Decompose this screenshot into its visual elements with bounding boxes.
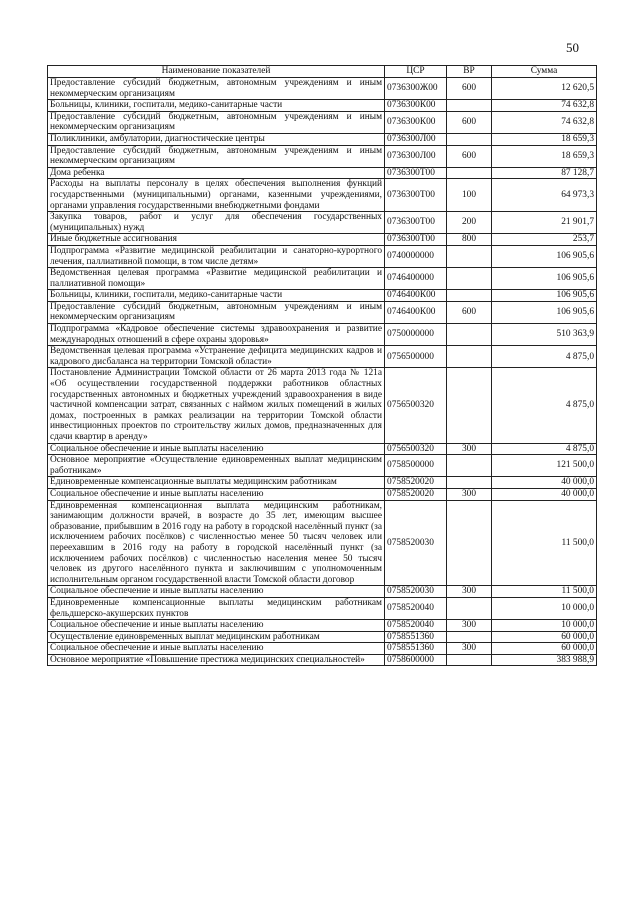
cell-vr xyxy=(447,100,492,112)
cell-vr xyxy=(447,133,492,145)
cell-name: Закупка товаров, работ и услуг для обеспечения государственных (муниципальных) нужд xyxy=(48,212,385,234)
cell-vr: 800 xyxy=(447,234,492,246)
cell-name: Подпрограмма «Кадровое обеспечение системы здравоохранения и развитие международных отношений в сфере охраны здоровья» xyxy=(48,324,385,346)
cell-vr xyxy=(447,597,492,619)
cell-code: 0736300Ж00 xyxy=(385,78,447,100)
cell-vr: 300 xyxy=(447,443,492,455)
cell-vr xyxy=(447,368,492,443)
table-row xyxy=(48,111,597,133)
cell-name: Социальное обеспечение и иные выплаты населению xyxy=(48,620,385,632)
cell-vr xyxy=(447,654,492,666)
cell-vr: 300 xyxy=(447,620,492,632)
cell-sum: 253,7 xyxy=(492,234,597,246)
cell-vr: 600 xyxy=(447,301,492,323)
cell-name: Основное мероприятие «Осуществление единовременных выплат медицинским работникам» xyxy=(48,455,385,477)
table-row xyxy=(48,620,597,632)
table-row xyxy=(48,455,597,477)
cell-code: 0736300К00 xyxy=(385,100,447,112)
cell-code: 0736300К00 xyxy=(385,111,447,133)
cell-code: 0758520020 xyxy=(385,488,447,500)
header-name: Наименование показателей xyxy=(48,66,385,78)
cell-sum: 18 659,3 xyxy=(492,133,597,145)
cell-name: Постановление Администрации Томской области от 26 марта 2013 года № 121а «Об осуществлении государственной поддержки работников областных государственных автономных и бюджетных учреждений здравоохранения в виде частичной компенсации затрат, связанных с наймом жилых помещений в жилых домах, построенных в рамках реализации на территории Томской области инвестиционных проектов по строительству жилых домов, предназначенных для сдачи квартир в аренду» xyxy=(48,368,385,443)
cell-name: Социальное обеспечение и иные выплаты населению xyxy=(48,488,385,500)
cell-sum: 4 875,0 xyxy=(492,443,597,455)
cell-code: 0736300Т00 xyxy=(385,179,447,212)
cell-code: 0746400000 xyxy=(385,268,447,290)
cell-vr xyxy=(447,290,492,302)
cell-name: Социальное обеспечение и иные выплаты населению xyxy=(48,643,385,655)
cell-code: 0736300Т00 xyxy=(385,234,447,246)
cell-code: 0758500000 xyxy=(385,455,447,477)
cell-sum: 4 875,0 xyxy=(492,346,597,368)
table-row xyxy=(48,346,597,368)
cell-code: 0736300Л00 xyxy=(385,133,447,145)
cell-name: Предоставление субсидий бюджетным, автономным учреждениям и иным некоммерческим организациям xyxy=(48,78,385,100)
cell-code: 0758520020 xyxy=(385,477,447,489)
cell-code: 0758520030 xyxy=(385,586,447,598)
table-row xyxy=(48,212,597,234)
cell-vr: 300 xyxy=(447,488,492,500)
cell-vr: 600 xyxy=(447,111,492,133)
cell-vr xyxy=(447,268,492,290)
cell-sum: 60 000,0 xyxy=(492,631,597,643)
table-row xyxy=(48,654,597,666)
cell-sum: 121 500,0 xyxy=(492,455,597,477)
cell-code: 0758520040 xyxy=(385,620,447,632)
cell-vr xyxy=(447,167,492,179)
table-row xyxy=(48,100,597,112)
cell-name: Единовременные компенсационные выплаты медицинским работникам фельдшерско-акушерских пунктов xyxy=(48,597,385,619)
cell-code: 0756500320 xyxy=(385,368,447,443)
table-row xyxy=(48,324,597,346)
table-row xyxy=(48,234,597,246)
cell-sum: 10 000,0 xyxy=(492,597,597,619)
cell-code: 0746400К00 xyxy=(385,301,447,323)
cell-sum: 40 000,0 xyxy=(492,477,597,489)
header-code: ЦСР xyxy=(385,66,447,78)
cell-code: 0758551360 xyxy=(385,643,447,655)
cell-sum: 18 659,3 xyxy=(492,145,597,167)
table-row xyxy=(48,133,597,145)
cell-name: Дома ребенка xyxy=(48,167,385,179)
table-row xyxy=(48,488,597,500)
cell-code: 0736300Т00 xyxy=(385,212,447,234)
cell-vr: 300 xyxy=(447,586,492,598)
cell-sum: 383 988,9 xyxy=(492,654,597,666)
table-row xyxy=(48,500,597,586)
table-row xyxy=(48,643,597,655)
cell-sum: 74 632,8 xyxy=(492,100,597,112)
cell-code: 0736300Т00 xyxy=(385,167,447,179)
cell-vr xyxy=(447,500,492,586)
cell-sum: 11 500,0 xyxy=(492,586,597,598)
cell-code: 0736300Л00 xyxy=(385,145,447,167)
cell-name: Больницы, клиники, госпитали, медико-санитарные части xyxy=(48,100,385,112)
cell-sum: 87 128,7 xyxy=(492,167,597,179)
cell-vr: 600 xyxy=(447,78,492,100)
budget-table xyxy=(47,65,597,666)
header-vr: ВР xyxy=(447,66,492,78)
cell-sum: 64 973,3 xyxy=(492,179,597,212)
cell-sum: 21 901,7 xyxy=(492,212,597,234)
cell-vr: 600 xyxy=(447,145,492,167)
cell-code: 0740000000 xyxy=(385,245,447,267)
cell-vr xyxy=(447,245,492,267)
table-row xyxy=(48,597,597,619)
cell-name: Ведомственная целевая программа «Развитие медицинской реабилитации и паллиативной помощи» xyxy=(48,268,385,290)
cell-sum: 106 905,6 xyxy=(492,290,597,302)
cell-sum: 106 905,6 xyxy=(492,301,597,323)
cell-name: Предоставление субсидий бюджетным, автономным учреждениям и иным некоммерческим организациям xyxy=(48,301,385,323)
cell-sum: 11 500,0 xyxy=(492,500,597,586)
cell-code: 0756500000 xyxy=(385,346,447,368)
cell-name: Ведомственная целевая программа «Устранение дефицита медицинских кадров и кадрового дисбаланса на территории Томской области» xyxy=(48,346,385,368)
cell-code: 0750000000 xyxy=(385,324,447,346)
cell-vr: 100 xyxy=(447,179,492,212)
cell-name: Осуществление единовременных выплат медицинским работникам xyxy=(48,631,385,643)
table-header-row xyxy=(48,66,597,78)
cell-code: 0758520030 xyxy=(385,500,447,586)
table-row xyxy=(48,245,597,267)
cell-sum: 12 620,5 xyxy=(492,78,597,100)
cell-name: Единовременные компенсационные выплаты медицинским работникам xyxy=(48,477,385,489)
cell-name: Единовременная компенсационная выплата медицинским работникам, занимающим должности врачей, в возрасте до 35 лет, имеющим высшее образование, прибывшим в 2016 году на работу в городской населённый пункт (за исключением рабочих посёлков) с численностью менее 50 тысяч человек или переехавшим в 2016 году на работу в городской населённый пункт (за исключением рабочих посёлков) с численностью населения менее 50 тысяч человек из другого населённого пункта и заключившим с уполномоченным исполнительным органом государственной власти Томской области договор xyxy=(48,500,385,586)
table-row xyxy=(48,631,597,643)
cell-name: Иные бюджетные ассигнования xyxy=(48,234,385,246)
cell-name: Основное мероприятие «Повышение престижа медицинских специальностей» xyxy=(48,654,385,666)
cell-name: Предоставление субсидий бюджетным, автономным учреждениям и иным некоммерческим организациям xyxy=(48,111,385,133)
table-row xyxy=(48,268,597,290)
cell-vr xyxy=(447,346,492,368)
cell-vr xyxy=(447,477,492,489)
cell-code: 0756500320 xyxy=(385,443,447,455)
cell-vr: 300 xyxy=(447,643,492,655)
table-row xyxy=(48,586,597,598)
cell-sum: 10 000,0 xyxy=(492,620,597,632)
cell-sum: 510 363,9 xyxy=(492,324,597,346)
cell-sum: 60 000,0 xyxy=(492,643,597,655)
table-row xyxy=(48,368,597,443)
table-row xyxy=(48,167,597,179)
cell-vr xyxy=(447,324,492,346)
cell-name: Больницы, клиники, госпитали, медико-санитарные части xyxy=(48,290,385,302)
cell-name: Подпрограмма «Развитие медицинской реабилитации и санаторно-курортного лечения, паллиативной помощи, в том числе детям» xyxy=(48,245,385,267)
table-row xyxy=(48,443,597,455)
table-row xyxy=(48,78,597,100)
cell-vr: 200 xyxy=(447,212,492,234)
cell-sum: 74 632,8 xyxy=(492,111,597,133)
header-sum: Сумма xyxy=(492,66,597,78)
cell-code: 0758600000 xyxy=(385,654,447,666)
page-number: 50 xyxy=(566,40,579,55)
cell-name: Социальное обеспечение и иные выплаты населению xyxy=(48,443,385,455)
cell-name: Социальное обеспечение и иные выплаты населению xyxy=(48,586,385,598)
table-row xyxy=(48,290,597,302)
cell-sum: 106 905,6 xyxy=(492,268,597,290)
cell-sum: 4 875,0 xyxy=(492,368,597,443)
table-row xyxy=(48,179,597,212)
cell-name: Поликлиники, амбулатории, диагностические центры xyxy=(48,133,385,145)
table-row xyxy=(48,477,597,489)
cell-name: Предоставление субсидий бюджетным, автономным учреждениям и иным некоммерческим организациям xyxy=(48,145,385,167)
table-row xyxy=(48,145,597,167)
cell-vr xyxy=(447,631,492,643)
cell-sum: 40 000,0 xyxy=(492,488,597,500)
cell-sum: 106 905,6 xyxy=(492,245,597,267)
cell-code: 0758520040 xyxy=(385,597,447,619)
cell-vr xyxy=(447,455,492,477)
table-row xyxy=(48,301,597,323)
cell-code: 0746400К00 xyxy=(385,290,447,302)
cell-code: 0758551360 xyxy=(385,631,447,643)
cell-name: Расходы на выплаты персоналу в целях обеспечения выполнения функций государственными (муниципальными) органами, казенными учреждениями, органами управления государственными внебюджетными фондами xyxy=(48,179,385,212)
